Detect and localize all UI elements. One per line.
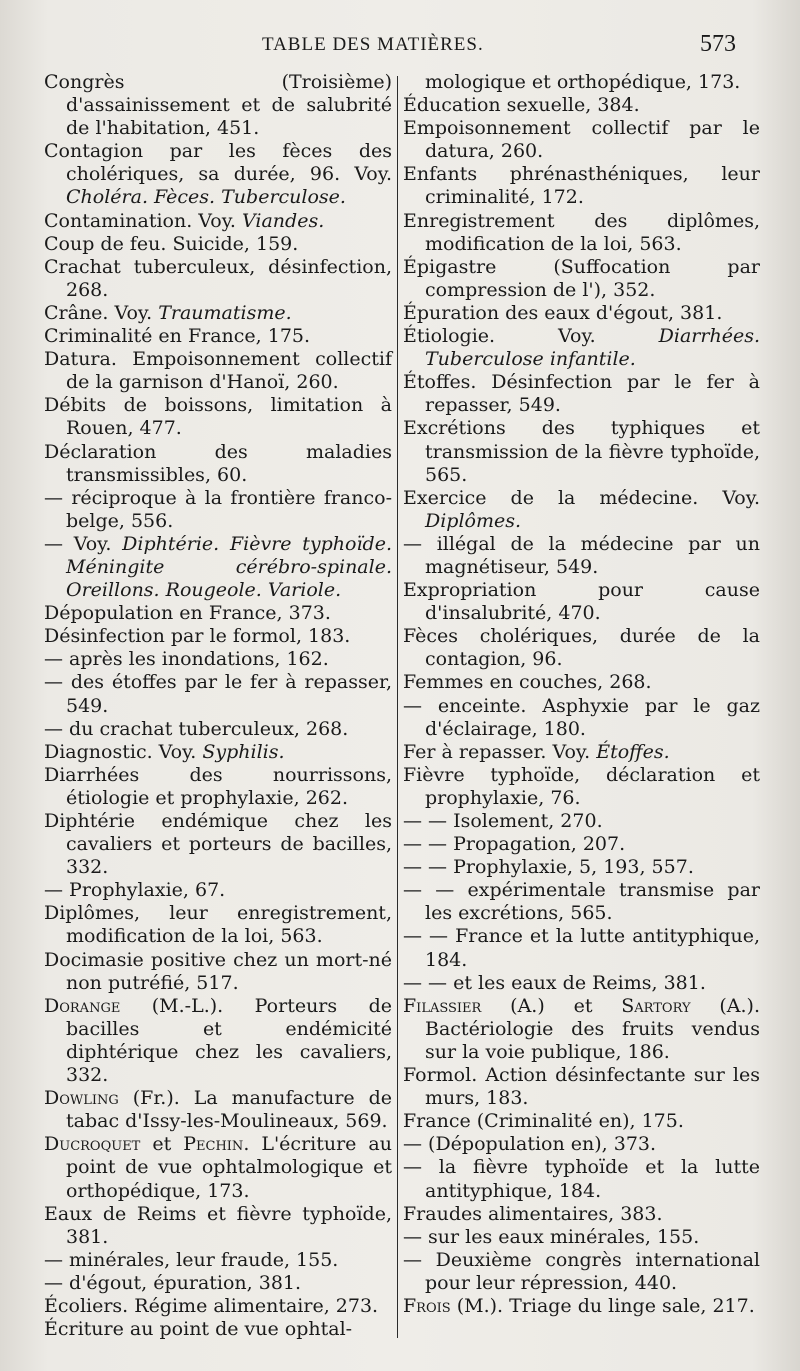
index-entry <box>403 856 760 879</box>
entry-text: Crachat tuberculeux, désinfection, 268. <box>44 255 392 301</box>
index-entry <box>403 741 760 764</box>
entry-text: Diplômes, leur enregistrement, modification de la loi, 563. <box>44 902 392 948</box>
index-entry <box>403 671 760 694</box>
entry-text: — — Prophylaxie, 5, 193, 557. <box>403 856 694 879</box>
entry-text: — enceinte. Asphyxie par le gaz d'éclairage, 180. <box>403 694 760 740</box>
index-entry <box>44 394 392 440</box>
entry-text: mologique et orthopédique, 173. <box>425 71 741 93</box>
entry-text: Contagion par les fèces des cholériques, sa durée, 96. Voy. <box>44 140 392 186</box>
index-entry <box>44 348 392 394</box>
index-entry <box>44 233 392 256</box>
index-entry <box>403 972 760 995</box>
index-entry <box>403 302 760 325</box>
entry-text: (A.) et <box>481 994 622 1017</box>
index-entry <box>44 1272 392 1295</box>
entry-text: Désinfection par le formol, 183. <box>44 625 351 648</box>
entry-text: Criminalité en France, 175. <box>44 325 311 348</box>
entry-text: Fraudes alimentaires, 383. <box>403 1202 663 1225</box>
entry-text: — — expérimentale transmise par les excrétions, 565. <box>403 879 760 925</box>
entry-text: Fièvre typhoïde, déclaration et prophylaxie, 76. <box>403 763 760 809</box>
cross-reference: Syphilis. <box>202 740 285 763</box>
entry-text: Femmes en couches, 268. <box>403 671 652 694</box>
entry-text: Débits de boissons, limitation à Rouen, 477. <box>44 394 392 440</box>
index-entry <box>403 1249 760 1295</box>
index-entry <box>44 602 392 625</box>
index-entry <box>44 671 392 717</box>
column-divider <box>397 76 398 1338</box>
page-number: 573 <box>700 31 736 57</box>
entry-text: Contamination. Voy. <box>44 209 243 232</box>
index-entry <box>403 879 760 925</box>
index-column-right <box>403 71 760 1318</box>
author-name: Filassier <box>403 994 482 1017</box>
index-entry <box>403 833 760 856</box>
index-entry <box>44 1295 392 1318</box>
entry-text: Diarrhées des nourrissons, étiologie et prophylaxie, 262. <box>44 763 392 809</box>
index-entry <box>403 117 760 163</box>
entry-text: Eaux de Reims et fièvre typhoïde, 381. <box>44 1202 392 1248</box>
entry-text: — des étoffes par le fer à repasser, 549. <box>44 671 392 717</box>
index-entry <box>44 325 392 348</box>
index-entry <box>44 741 392 764</box>
entry-text: Épigastre (Suffocation par compression de l'), 352. <box>403 255 760 301</box>
index-entry <box>403 625 760 671</box>
entry-text: — du crachat tuberculeux, 268. <box>44 717 349 740</box>
entry-text: Docimasie positive chez un mort-né non putréfié, 517. <box>44 948 392 994</box>
entry-text: — sur les eaux minérales, 155. <box>403 1225 700 1248</box>
entry-text: (M.). Triage du linge sale, 217. <box>450 1294 755 1317</box>
index-entry <box>44 302 392 325</box>
entry-text: — réciproque à la frontière franco-belge, 556. <box>44 486 392 532</box>
index-entry <box>44 441 392 487</box>
index-entry <box>44 949 392 995</box>
entry-text: Écriture au point de vue ophtal- <box>44 1318 353 1341</box>
index-entry <box>403 995 760 1064</box>
entry-text: Datura. Empoisonnement collectif de la garnison d'Hanoï, 260. <box>44 348 392 394</box>
index-entry <box>44 256 392 302</box>
author-name: Dowling <box>44 1087 119 1110</box>
entry-text: — — Isolement, 270. <box>403 810 603 832</box>
entry-text: (M.-L.). Porteurs de bacilles et endémicité diphtérique chez les cavaliers, 332. <box>66 994 392 1087</box>
entry-text: Coup de feu. Suicide, 159. <box>44 232 299 255</box>
cross-reference: Traumatisme. <box>158 301 292 324</box>
entry-text: Enfants phrénasthéniques, leur criminalité, 172. <box>403 163 760 209</box>
index-entry <box>403 579 760 625</box>
entry-text: Épuration des eaux d'égout, 381. <box>403 301 723 324</box>
entry-text: Fèces cholériques, durée de la contagion, 96. <box>403 625 760 671</box>
index-entry <box>44 1133 392 1202</box>
index-entry <box>403 256 760 302</box>
entry-text: — — et les eaux de Reims, 381. <box>403 971 706 994</box>
entry-text: Étiologie. Voy. <box>403 325 659 348</box>
index-entry <box>403 94 760 117</box>
entry-text: Formol. Action désinfectante sur les murs, 183. <box>403 1064 760 1110</box>
index-entry <box>403 417 760 486</box>
entry-text: — (Dépopulation en), 373. <box>403 1133 657 1156</box>
index-entry <box>44 879 392 902</box>
running-title: TABLE DES MATIÈRES. <box>262 34 484 55</box>
index-entry <box>44 71 392 140</box>
entry-text: France (Criminalité en), 175. <box>403 1110 684 1133</box>
entry-text: Crâne. Voy. <box>44 301 159 324</box>
entry-text: (Fr.). La manufacture de tabac d'Issy-les-Moulineaux, 569. <box>66 1087 392 1133</box>
index-entry <box>403 71 760 94</box>
cross-reference: Diarrhées. Tuberculose infantile. <box>425 325 760 371</box>
index-entry <box>44 140 392 209</box>
entry-text: Enregistrement des diplômes, modification de la loi, 563. <box>403 209 760 255</box>
index-entry <box>44 718 392 741</box>
index-entry <box>44 995 392 1087</box>
index-entry <box>44 902 392 948</box>
author-name: Frois <box>403 1294 451 1317</box>
index-entry <box>44 764 392 810</box>
index-entry <box>44 533 392 602</box>
entry-text: Fer à repasser. Voy. <box>403 740 597 763</box>
index-entry <box>44 625 392 648</box>
index-entry <box>403 371 760 417</box>
index-entry <box>403 1226 760 1249</box>
index-entry <box>403 1110 760 1133</box>
cross-reference: Diplômes. <box>425 509 522 532</box>
entry-text: Diagnostic. Voy. <box>44 740 203 763</box>
cross-reference: Choléra. Fèces. Tuberculose. <box>66 186 346 209</box>
author-name: Pechin <box>183 1133 244 1156</box>
entry-text: Étoffes. Désinfection par le fer à repasser, 549. <box>403 371 760 417</box>
entry-text: et <box>140 1133 184 1156</box>
index-entry <box>403 1156 760 1202</box>
index-entry <box>44 648 392 671</box>
entry-text: Diphtérie endémique chez les cavaliers et porteurs de bacilles, 332. <box>44 810 392 879</box>
index-entry <box>403 810 760 833</box>
entry-text: Écoliers. Régime alimentaire, 273. <box>44 1294 379 1317</box>
entry-text: Excrétions des typhiques et transmission de la fièvre typhoïde, 565. <box>403 417 760 486</box>
index-entry <box>44 487 392 533</box>
author-name: Sartory <box>621 994 691 1017</box>
entry-text: — — Propagation, 207. <box>403 833 626 856</box>
index-entry <box>403 163 760 209</box>
index-entry <box>44 1318 392 1341</box>
entry-text: Empoisonnement collectif par le datura, 260. <box>403 117 760 163</box>
entry-text: — d'égout, épuration, 381. <box>44 1271 302 1294</box>
author-name: Dorange <box>44 994 121 1017</box>
entry-text: — Prophylaxie, 67. <box>44 879 226 902</box>
entry-text: Dépopulation en France, 373. <box>44 602 331 625</box>
index-entry <box>403 925 760 971</box>
index-entry <box>403 533 760 579</box>
index-column-left <box>44 71 392 1341</box>
entry-text: Congrès (Troisième) d'assainissement et de salubrité de l'habitation, 451. <box>44 71 392 140</box>
index-entry <box>403 210 760 256</box>
entry-text: — après les inondations, 162. <box>44 648 329 671</box>
index-entry <box>403 1203 760 1226</box>
index-entry <box>403 1295 760 1318</box>
entry-text: — la fièvre typhoïde et la lutte antityphique, 184. <box>403 1156 760 1202</box>
index-entry <box>44 210 392 233</box>
cross-reference: Viandes. <box>242 209 325 232</box>
index-entry <box>44 810 392 879</box>
entry-text: Expropriation pour cause d'insalubrité, 470. <box>403 579 760 625</box>
index-entry <box>44 1203 392 1249</box>
author-name: Ducroquet <box>44 1133 141 1156</box>
entry-text: . L'écriture au point de vue ophtalmologique et orthopédique, 173. <box>66 1133 392 1202</box>
index-entry <box>403 1064 760 1110</box>
entry-text: Déclaration des maladies transmissibles, 60. <box>44 440 392 486</box>
cross-reference: Diphtérie. Fièvre typhoïde. Méningite cérébro-spinale. Oreillons. Rougeole. Variole. <box>66 532 392 602</box>
entry-text: — Deuxième congrès international pour leur répression, 440. <box>403 1248 760 1294</box>
entry-text: — Voy. <box>44 532 123 555</box>
index-entry <box>403 325 760 371</box>
entry-text: — minérales, leur fraude, 155. <box>44 1248 339 1271</box>
entry-text: — — France et la lutte antityphique, 184. <box>403 925 760 971</box>
index-entry <box>403 1133 760 1156</box>
index-entry <box>403 695 760 741</box>
index-entry <box>403 764 760 810</box>
cross-reference: Étoffes. <box>596 740 670 763</box>
index-entry <box>44 1249 392 1272</box>
entry-text: — illégal de la médecine par un magnétiseur, 549. <box>403 532 760 578</box>
entry-text: (A.). Bactériologie des fruits vendus sur la voie publique, 186. <box>425 994 760 1063</box>
index-entry <box>44 1087 392 1133</box>
entry-text: Éducation sexuelle, 384. <box>403 94 640 117</box>
index-entry <box>403 487 760 533</box>
entry-text: Exercice de la médecine. Voy. <box>403 486 760 509</box>
page-header <box>0 31 800 64</box>
